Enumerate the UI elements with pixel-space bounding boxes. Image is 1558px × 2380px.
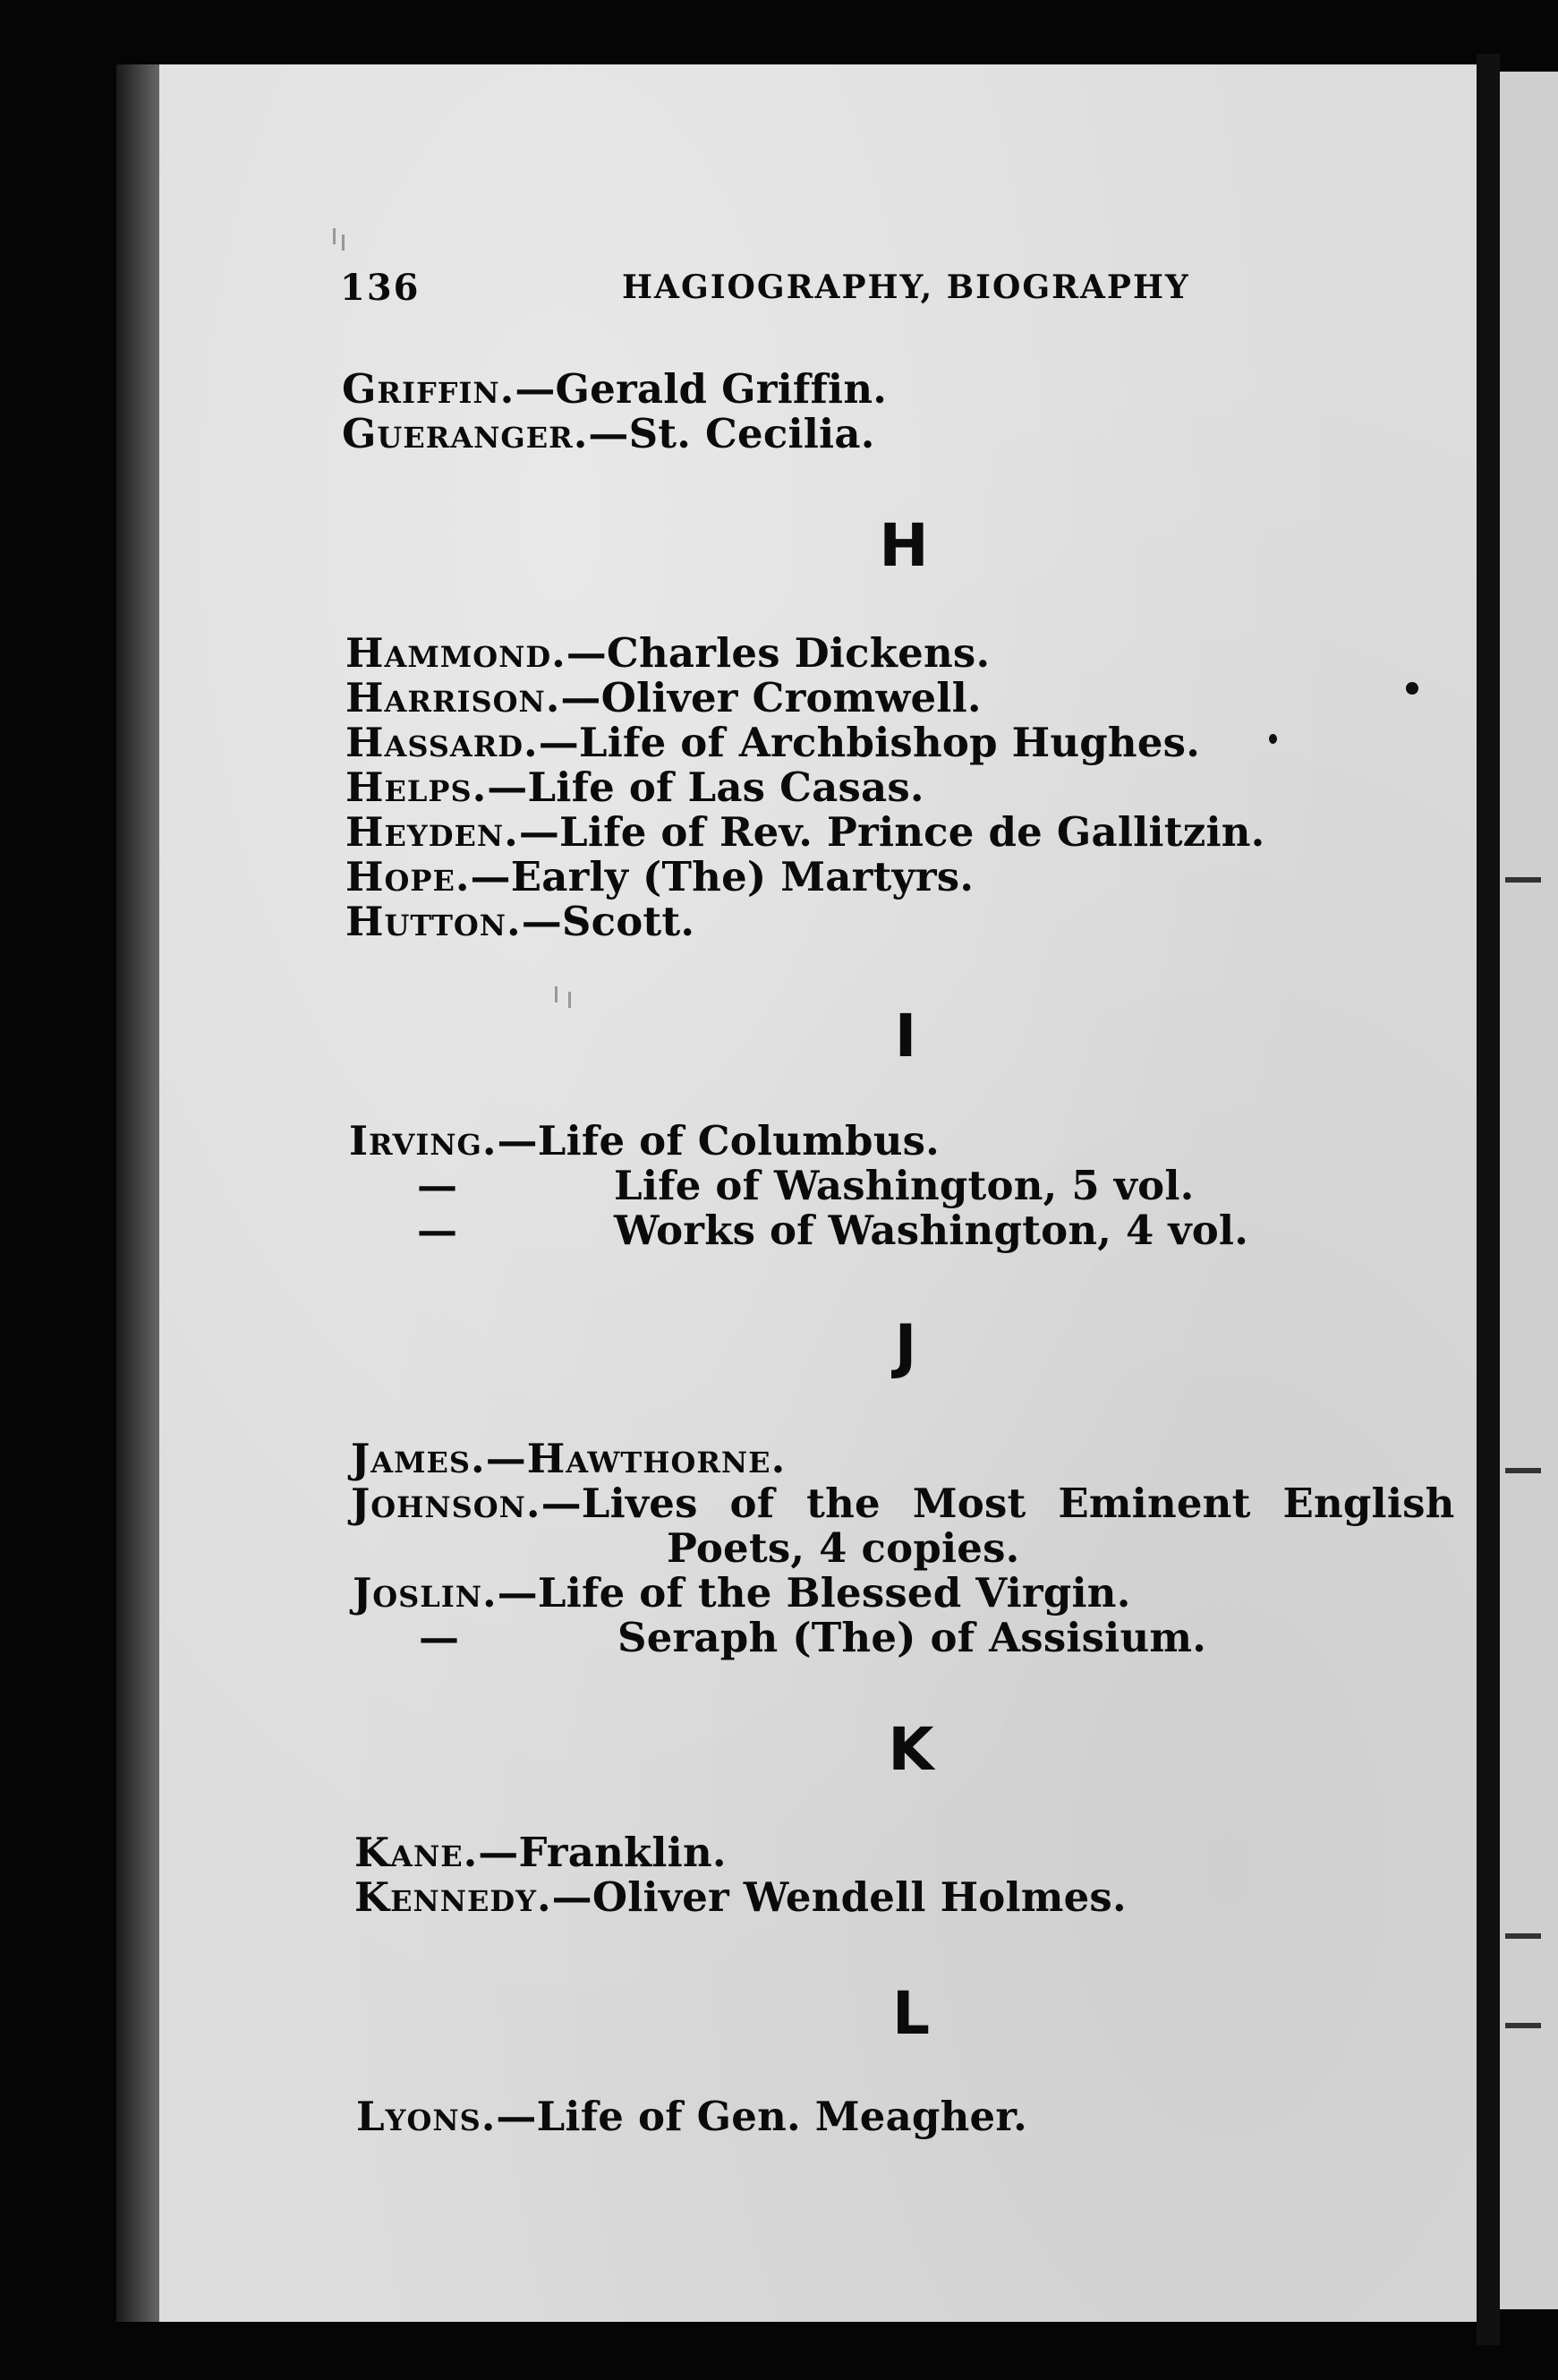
entry-author: James.	[351, 1435, 486, 1482]
entry-author: Joslin.	[353, 1569, 498, 1617]
entry-title: —Scott.	[521, 898, 695, 945]
adjacent-page-fragment	[1500, 72, 1558, 2309]
entry-title: —Charles Dickens.	[566, 629, 991, 677]
section-letter-l: L	[891, 1979, 931, 2048]
entry-title: —St. Cecilia.	[588, 410, 875, 457]
entry-author: Gueranger.	[342, 410, 589, 457]
entry-kennedy	[354, 1875, 1127, 1920]
section-letter-k: K	[888, 1715, 934, 1784]
ink-dot	[1406, 682, 1418, 695]
entry-irving-washington-life: Life of Washington, 5 vol.	[614, 1162, 1195, 1209]
entry-author: Harrison.	[345, 674, 561, 721]
entry-title: —Life of Gen. Meagher.	[496, 2093, 1027, 2140]
entry-title: —Life of Las Casas.	[487, 763, 924, 811]
entry-title: —Early (The) Martyrs.	[470, 853, 975, 900]
entry-irving	[349, 1119, 940, 1164]
page-edge-shadow	[116, 64, 161, 2322]
entry-author: Kane.	[354, 1829, 479, 1876]
entry-joslin	[353, 1571, 1131, 1616]
entry-author: Lyons.	[356, 2093, 497, 2140]
entry-author: Hope.	[345, 853, 471, 900]
entry-helps	[345, 765, 924, 810]
entry-title: —Life of Archbishop Hughes.	[538, 719, 1201, 766]
ditto-mark: —	[417, 1162, 458, 1209]
entry-author: Hammond.	[345, 629, 566, 677]
entry-title: —Oliver Cromwell.	[560, 674, 982, 721]
scan-speck	[333, 228, 336, 244]
scan-speck	[555, 986, 558, 1002]
entry-author: Heyden.	[345, 808, 519, 856]
entry-author: Hutton.	[345, 898, 522, 945]
entry-author: Irving.	[349, 1117, 498, 1164]
entry-author: Helps.	[345, 763, 488, 811]
ink-dot	[1269, 734, 1277, 744]
entry-heyden	[345, 810, 1265, 855]
entry-title: —Oliver Wendell Holmes.	[551, 1873, 1127, 1921]
entry-hammond	[345, 631, 990, 676]
entry-author: Kennedy.	[354, 1873, 552, 1921]
ditto-mark: —	[417, 1207, 458, 1254]
entry-hassard	[345, 721, 1200, 765]
entry-hutton	[345, 900, 694, 944]
entry-author: Johnson.	[351, 1480, 541, 1527]
entry-title: —Life of the Blessed Virgin.	[497, 1569, 1131, 1617]
entry-title: —Franklin.	[478, 1829, 727, 1876]
entry-gueranger	[342, 412, 875, 456]
book-gutter	[1477, 54, 1500, 2345]
entry-johnson-continuation: Poets, 4 copies.	[667, 1524, 1020, 1572]
entry-griffin	[342, 367, 887, 412]
entry-title: —Gerald Griffin.	[515, 365, 888, 413]
entry-title: —Life of Columbus.	[497, 1117, 941, 1164]
entry-lyons	[356, 2094, 1027, 2139]
entry-title: —Lives of the Most Eminent English	[541, 1480, 1455, 1527]
ditto-mark: —	[419, 1614, 460, 1661]
entry-author: Hassard.	[345, 719, 539, 766]
entry-kane	[354, 1830, 727, 1875]
running-head: HAGIOGRAPHY, BIOGRAPHY	[622, 269, 1190, 306]
entry-title: —Hawthorne.	[485, 1435, 787, 1482]
section-letter-i: I	[894, 1002, 917, 1071]
scan-speck	[342, 235, 345, 251]
entry-harrison	[345, 676, 982, 721]
section-letter-j: J	[894, 1312, 917, 1381]
entry-irving-washington-works: Works of Washington, 4 vol.	[614, 1207, 1249, 1254]
entry-hope	[345, 855, 974, 900]
page-number: 136	[340, 267, 421, 309]
entry-author: Griffin.	[342, 365, 515, 413]
entry-joslin-seraph: Seraph (The) of Assisium.	[617, 1614, 1207, 1661]
scan-speck	[568, 992, 571, 1008]
entry-james	[351, 1437, 786, 1481]
entry-title: —Life of Rev. Prince de Gallitzin.	[518, 808, 1265, 856]
section-letter-h: H	[879, 511, 929, 580]
entry-johnson	[351, 1481, 1455, 1526]
